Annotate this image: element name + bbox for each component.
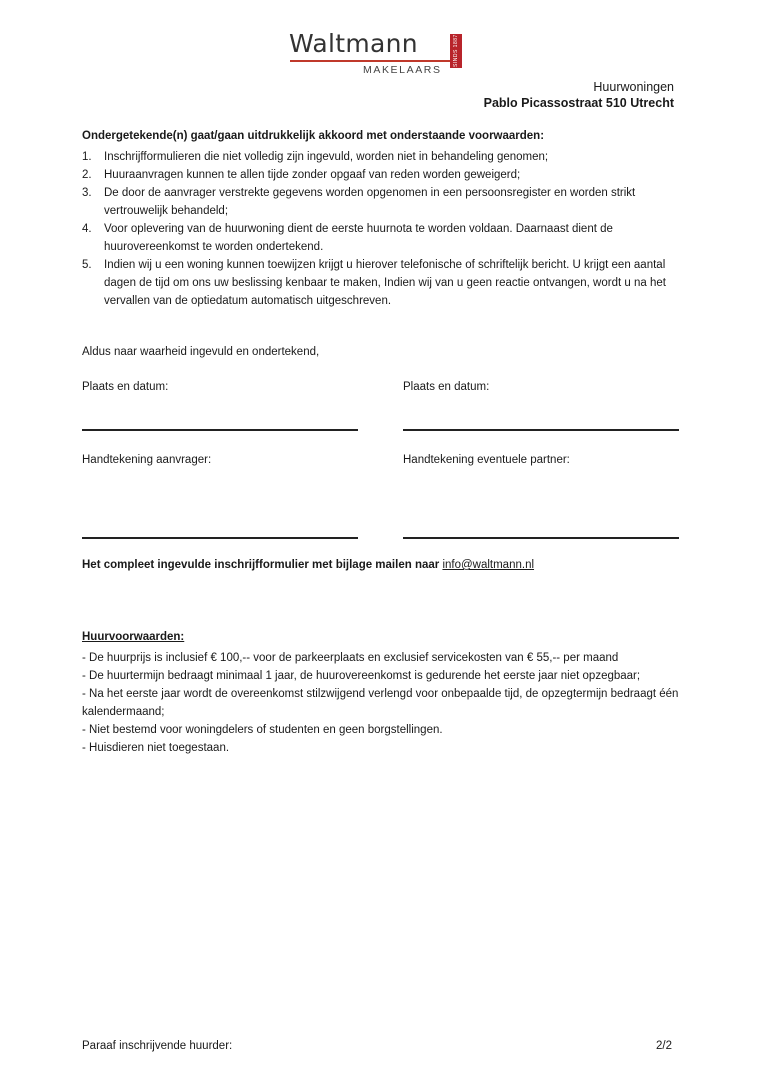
page-number: 2/2 [656,1040,672,1052]
paraaf-label: Paraaf inschrijvende huurder: [82,1040,233,1052]
list-item: - De huurtermijn bedraagt minimaal 1 jaar, de huurovereenkomst is gedurende het eerste jaar niet opzegbaar; [82,670,641,682]
list-text: Inschrijfformulieren die niet volledig zijn ingevuld, worden niet in behandeling genomen; [104,151,549,163]
place-date-line-right[interactable] [403,429,679,431]
list-item: - De huurprijs is inclusief € 100,-- voor de parkeerplaats en exclusief servicekosten van € 55,-- per maand [82,652,619,664]
signature-applicant-label: Handtekening aanvrager: [82,454,212,466]
huurvoorwaarden-list [82,649,722,757]
list-item [82,184,688,220]
list-number: 2. [82,169,92,181]
list-number: 3. [82,187,92,199]
list-text: Huuraanvragen kunnen te allen tijde zonder opgaaf van reden worden geweigerd; [104,169,521,181]
place-date-label-left: Plaats en datum: [82,381,169,393]
list-item [82,220,688,256]
header-category: Huurwoningen [593,80,674,94]
list-item: - Na het eerste jaar wordt de overeenkomst stilzwijgend verlengd voor onbepaalde tijd, de opzegtermijn bedraagt één kalendermaand; [82,688,679,718]
waltmann-logo [289,30,469,78]
list-number: 5. [82,259,92,271]
logo-underline [290,60,459,62]
list-number: 4. [82,223,92,235]
place-date-label-right: Plaats en datum: [403,381,490,393]
logo-subtitle: MAKELAARS [363,64,442,76]
list-item: - Niet bestemd voor woningdelers of studenten en geen borgstellingen. [82,724,443,736]
logo-badge: SINDS 1887 [450,34,462,68]
list-text: De door de aanvrager verstrekte gegevens worden opgenomen in een persoonsregister en worden strikt vertrouwelijk behandeld; [104,187,636,217]
list-text: Indien wij u een woning kunnen toewijzen krijgt u hierover telefonische of schriftelijk bericht. U krijgt een aantal dagen de tijd om ons uw beslissing kenbaar te maken, Indien wij van u geen reactie ontvangen, wordt u na het vervallen van de optiedatum automatisch uitgeschreven. [104,259,666,307]
signature-partner-label: Handtekening eventuele partner: [403,454,570,466]
signature-applicant-line[interactable] [82,537,358,539]
terms-list [82,148,688,310]
mail-instruction [82,559,534,571]
list-item [82,148,688,166]
mail-instruction-text: Het compleet ingevulde inschrijfformulier met bijlage mailen naar [82,559,443,571]
header-address: Pablo Picassostraat 510 Utrecht [483,96,674,110]
place-date-line-left[interactable] [82,429,358,431]
declaration-text: Aldus naar waarheid ingevuld en ondertekend, [82,346,320,358]
list-item [82,256,688,310]
list-item [82,166,688,184]
terms-title: Ondergetekende(n) gaat/gaan uitdrukkelijk akkoord met onderstaande voorwaarden: [82,130,545,142]
signature-partner-line[interactable] [403,537,679,539]
list-text: Voor oplevering van de huurwoning dient de eerste huurnota te worden voldaan. Daarnaast dient de huurovereenkomst te worden ondertekend. [104,223,613,253]
huurvoorwaarden-title: Huurvoorwaarden: [82,631,185,643]
list-item: - Huisdieren niet toegestaan. [82,742,230,754]
logo-wordmark: Waltmann [289,29,418,58]
email-link[interactable]: info@waltmann.nl [442,559,535,571]
list-number: 1. [82,151,92,163]
